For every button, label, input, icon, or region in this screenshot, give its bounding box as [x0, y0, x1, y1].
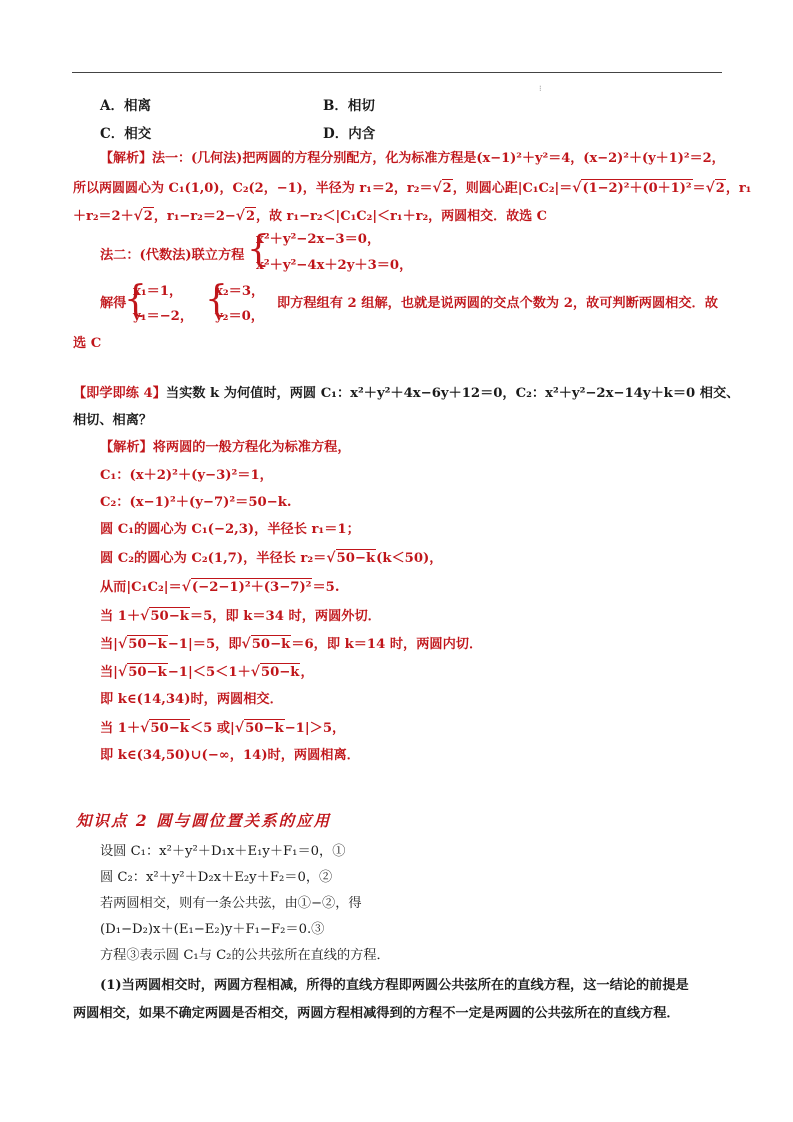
solution-1-y: y₁＝−2，: [133, 309, 194, 324]
answer-internal-tangent: 当|√50−k−1|＝5，即√50−k＝6，即 k＝14 时，两圆内切．: [100, 636, 483, 652]
section-circle-2: 圆 C₂：x²＋y²＋D₂x＋E₂y＋F₂＝0，②: [100, 870, 333, 885]
section-note-line-1: (1)当两圆相交时，两圆方程相减，所得的直线方程即两圆公共弦所在的直线方程，这一结论的前提是: [100, 978, 689, 993]
solve-label: 解得: [100, 296, 127, 311]
option-d: D．内含: [323, 126, 376, 142]
answer-external-tangent: 当 1＋√50−k＝5，即 k＝34 时，两圆外切．: [100, 608, 381, 624]
option-b: B．相切: [323, 98, 375, 114]
section-equation-meaning: 方程③表示圆 C₁与 C₂的公共弦所在直线的方程．: [100, 948, 390, 963]
answer-intersect-condition: 当|√50−k−1|＜5＜1＋√50−k，: [100, 664, 314, 680]
solution-brace-1: {: [124, 279, 147, 320]
answer-c2: C₂：(x−1)²＋(y−7)²＝50−k.: [100, 495, 292, 510]
solution-2-x: x₂＝3，: [215, 284, 265, 299]
practice-question-line-1: 【即学即练 4】当实数 k 为何值时，两圆 C₁：x²＋y²＋4x−6y＋12＝0，C₂：x²＋y²−2x−14y＋k＝0 相交、: [73, 386, 740, 401]
solution-brace-2: {: [205, 279, 228, 320]
solution-line-1: 【解析】法一：(几何法)把两圆的方程分别配方，化为标准方程是(x−1)²＋y²＝4，(x−2)²＋(y＋1)²＝2，: [100, 151, 725, 166]
solution-line-3: ＋r₂＝2＋√2，r₁−r₂＝2−√2，故 r₁−r₂＜|C₁C₂|＜r₁＋r₂，两圆相交．故选 C: [73, 208, 548, 224]
section-equation-3: (D₁−D₂)x＋(E₁−E₂)y＋F₁−F₂＝0.③: [100, 922, 325, 937]
answer-intro: 【解析】将两圆的一般方程化为标准方程，: [100, 440, 351, 455]
practice-question-line-2: 相切、相离？: [73, 413, 153, 428]
answer-intersect-range: 即 k∈(14,34)时，两圆相交．: [100, 692, 283, 707]
solution-2-y: y₂＝0，: [215, 309, 264, 324]
answer-separate-condition: 当 1＋√50−k＜5 或|√50−k−1|＞5，: [100, 720, 346, 736]
system-eq-1: x²＋y²−2x−3＝0，: [256, 232, 381, 247]
method-2-conclusion-end: 选 C: [73, 336, 102, 351]
section-common-chord: 若两圆相交，则有一条公共弦，由①−②，得: [100, 896, 362, 911]
scan-mark: ⁝: [539, 84, 542, 93]
solution-1-x: x₁＝1，: [133, 284, 183, 299]
system-eq-2: x²＋y²−4x＋2y＋3＝0，: [256, 258, 413, 273]
section-note-line-2: 两圆相交，如果不确定两圆是否相交，两圆方程相减得到的方程不一定是两圆的公共弦所在的直线方程．: [73, 1006, 680, 1021]
answer-c1: C₁：(x＋2)²＋(y−3)²＝1，: [100, 468, 273, 483]
header-rule: [72, 72, 722, 73]
answer-circle-1: 圆 C₁的圆心为 C₁(−2,3)，半径长 r₁＝1；: [100, 522, 360, 537]
system-brace: {: [247, 229, 270, 270]
section-circle-1: 设圆 C₁：x²＋y²＋D₁x＋E₁y＋F₁＝0，①: [100, 844, 346, 859]
answer-distance: 从而|C₁C₂|＝√(−2−1)²＋(3−7)²＝5.: [100, 579, 340, 595]
analysis-label: 【解析】: [100, 151, 153, 166]
answer-circle-2: 圆 C₂的圆心为 C₂(1,7)，半径长 r₂＝√50−k(k＜50)，: [100, 550, 443, 566]
method-2-label: 法二：(代数法)联立方程: [100, 248, 245, 263]
answer-separate-range: 即 k∈(34,50)∪(−∞，14)时，两圆相离．: [100, 748, 360, 763]
option-a: A．相离: [100, 98, 151, 114]
option-c: C．相交: [100, 126, 152, 142]
solution-line-2: 所以两圆圆心为 C₁(1,0)，C₂(2，−1)，半径为 r₁＝2，r₂＝√2，则圆心距|C₁C₂|＝√(1−2)²＋(0＋1)²＝√2，r₁: [73, 180, 752, 196]
section-heading: 知识点 2 圆与圆位置关系的应用: [76, 811, 332, 830]
method-2-conclusion: 即方程组有 2 组解，也就是说两圆的交点个数为 2，故可判断两圆相交．故: [277, 296, 718, 311]
practice-tag: 【即学即练 4】: [73, 386, 166, 401]
